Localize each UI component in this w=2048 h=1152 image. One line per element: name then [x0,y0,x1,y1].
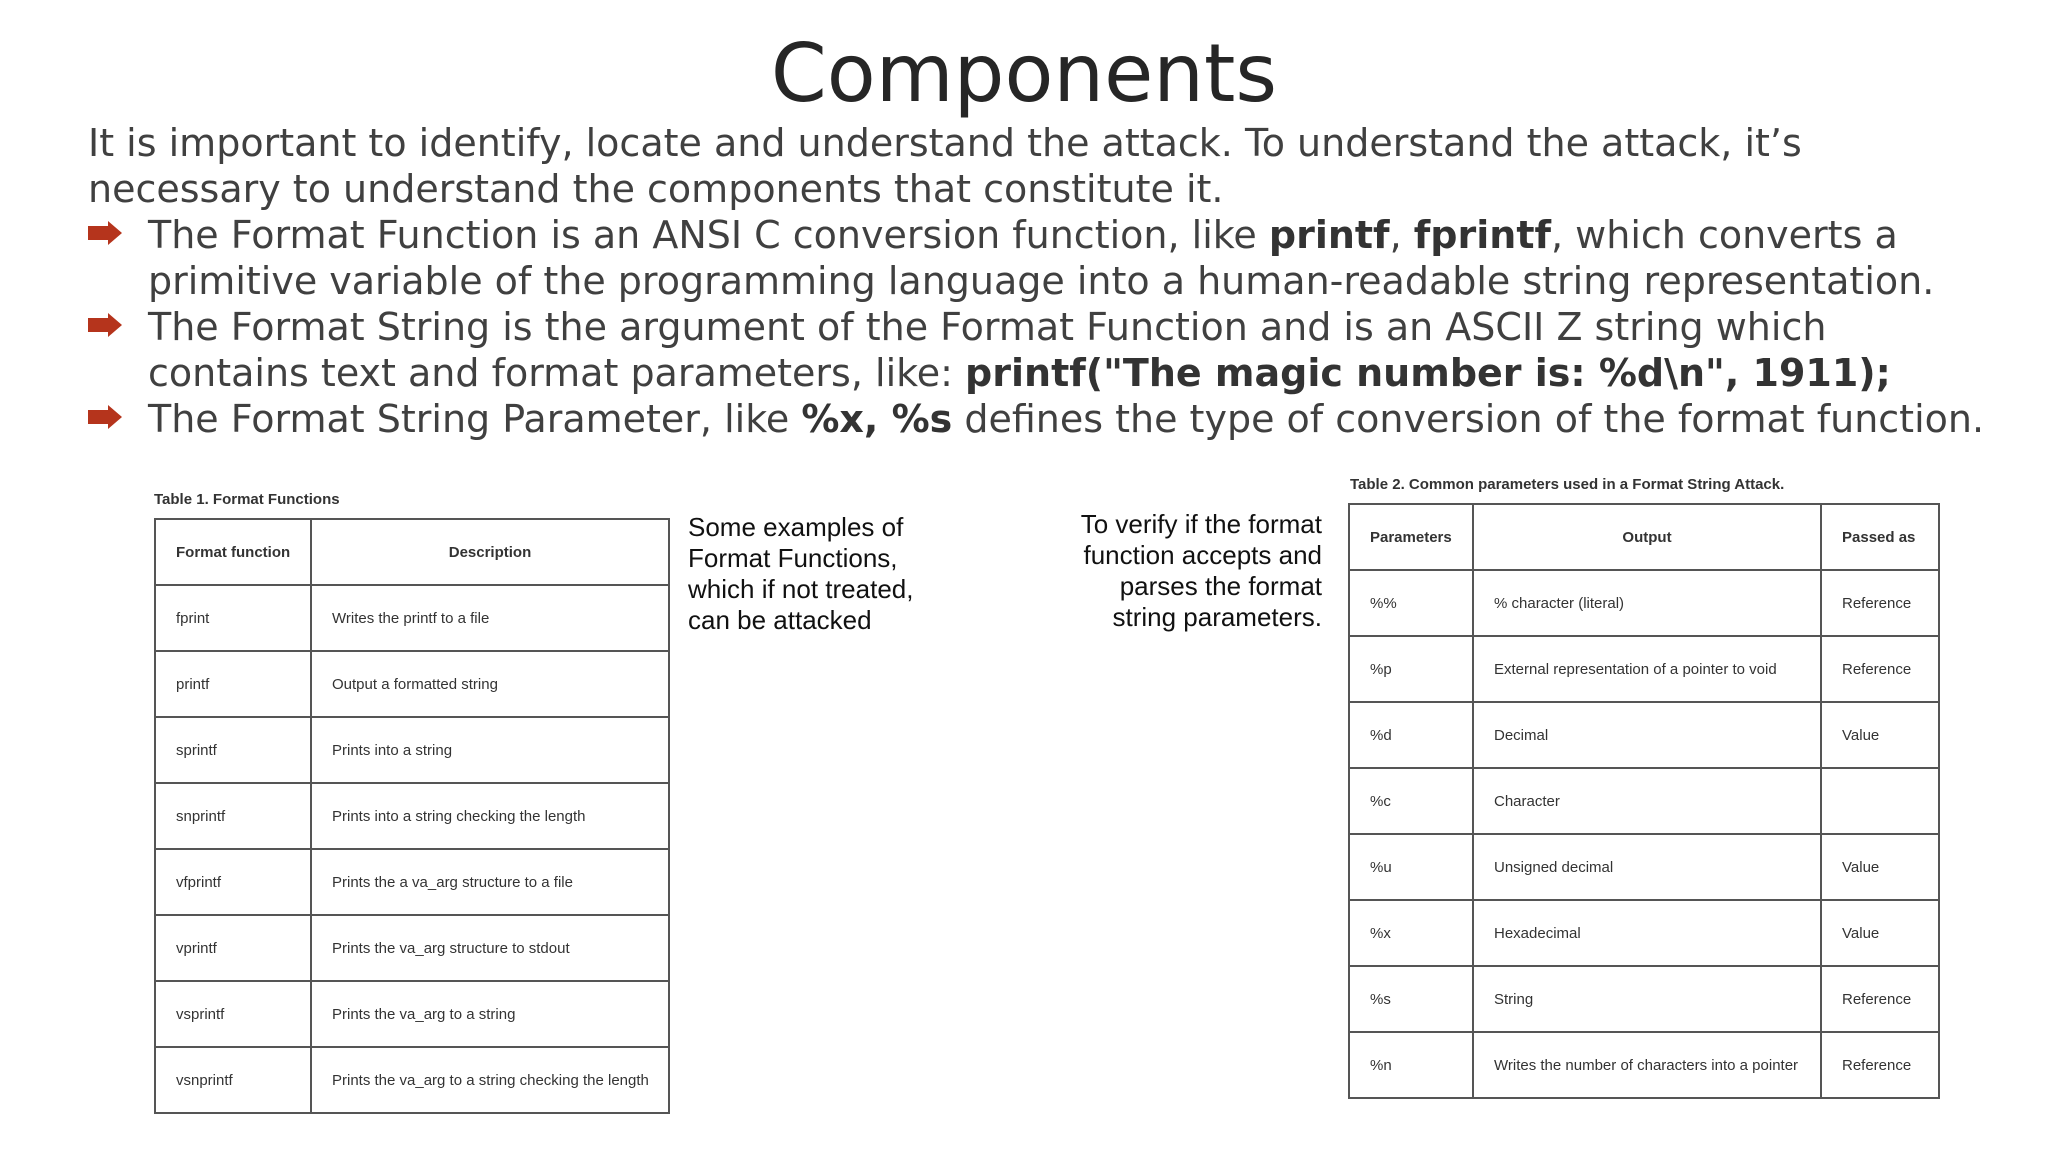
note-line: Some examples of [688,512,904,542]
bullet-text: The Format String Parameter, like [148,397,802,441]
cell-output: String [1473,966,1821,1032]
table-row [155,1047,669,1113]
arrow-bullet-icon [88,313,122,337]
cell-description: Prints the va_arg to a string [311,981,669,1047]
table-row [155,849,669,915]
cell-function: printf [155,651,311,717]
cell-function: vsnprintf [155,1047,311,1113]
header-format-function: Format function [155,519,311,585]
cell-description: Prints the va_arg to a string checking the length [311,1047,669,1113]
table-row [1349,834,1939,900]
cell-passed-as: Reference [1821,1032,1939,1098]
cell-function: vsprintf [155,981,311,1047]
note-examples [688,512,988,636]
cell-output: % character (literal) [1473,570,1821,636]
bullet-text: The Format String is the argument of the Format Function and is an ASCII Z string which contains text and format parameters, like: [148,305,1827,395]
note-line: parses the format [1119,571,1322,601]
header-passed-as: Passed as [1821,504,1939,570]
note-line: string parameters. [1112,602,1322,632]
table-row [155,717,669,783]
table-row [155,585,669,651]
bullet-item-format-string [88,304,1988,396]
note-line: Format Functions, [688,543,898,573]
cell-passed-as: Value [1821,834,1939,900]
bullet-list [88,212,1988,442]
table-row [1349,900,1939,966]
table-header-row [1349,504,1939,570]
cell-description: Output a formatted string [311,651,669,717]
cell-passed-as: Value [1821,702,1939,768]
cell-description: Writes the printf to a file [311,585,669,651]
cell-parameter: %s [1349,966,1473,1032]
table-row [1349,1032,1939,1098]
cell-passed-as [1821,768,1939,834]
cell-passed-as: Reference [1821,570,1939,636]
cell-output: Decimal [1473,702,1821,768]
cell-parameter: %n [1349,1032,1473,1098]
cell-passed-as: Reference [1821,636,1939,702]
cell-description: Prints the va_arg structure to stdout [311,915,669,981]
bullet-item-format-string-parameter [88,396,1988,442]
table-row [155,915,669,981]
table-row [155,783,669,849]
table-row [155,981,669,1047]
table-row [1349,966,1939,1032]
bullet-text: The Format Function is an ANSI C conversion function, like [148,213,1269,257]
table1-caption: Table 1. Format Functions [154,491,340,508]
cell-function: vprintf [155,915,311,981]
cell-output: Writes the number of characters into a pointer [1473,1032,1821,1098]
cell-parameter: %p [1349,636,1473,702]
cell-output: External representation of a pointer to void [1473,636,1821,702]
table-row [1349,702,1939,768]
bullet-item-format-function [88,212,1988,304]
cell-parameter: %x [1349,900,1473,966]
bullet-bold: printf("The magic number is: %d\n", 1911); [965,351,1891,395]
table-row [1349,768,1939,834]
bullet-text: defines the type of conversion of the format function. [952,397,1985,441]
bullet-bold: %x, %s [801,397,953,441]
cell-parameter: %% [1349,570,1473,636]
header-description: Description [311,519,669,585]
table2-caption: Table 2. Common parameters used in a Format String Attack. [1350,476,1785,493]
cell-function: snprintf [155,783,311,849]
intro-paragraph: It is important to identify, locate and understand the attack. To understand the attack, it’s necessary to understand the components that constitute it. [88,121,1802,211]
table-header-row [155,519,669,585]
cell-function: sprintf [155,717,311,783]
cell-output: Character [1473,768,1821,834]
table-row [1349,636,1939,702]
table-row [1349,570,1939,636]
cell-function: vfprintf [155,849,311,915]
cell-output: Hexadecimal [1473,900,1821,966]
cell-function: fprint [155,585,311,651]
cell-passed-as: Value [1821,900,1939,966]
cell-parameter: %u [1349,834,1473,900]
cell-parameter: %c [1349,768,1473,834]
note-verify [1040,509,1322,633]
slide-title: Components [770,27,1278,120]
cell-parameter: %d [1349,702,1473,768]
bullet-bold: printf [1268,213,1390,257]
arrow-bullet-icon [88,405,122,429]
note-line: function accepts and [1083,540,1322,570]
bullet-text: , which converts a primitive variable of the programming language into a human-readable string representation. [148,213,1935,303]
cell-description: Prints into a string [311,717,669,783]
header-output: Output [1473,504,1821,570]
note-line: To verify if the format [1080,509,1322,539]
arrow-bullet-icon [88,221,122,245]
table-row [155,651,669,717]
note-line: which if not treated, [688,574,914,604]
note-line: can be attacked [688,605,872,635]
format-functions-table [154,518,670,1114]
cell-passed-as: Reference [1821,966,1939,1032]
bullet-text: , [1389,213,1414,257]
format-parameters-table [1348,503,1940,1099]
header-parameters: Parameters [1349,504,1473,570]
cell-output: Unsigned decimal [1473,834,1821,900]
cell-description: Prints the a va_arg structure to a file [311,849,669,915]
bullet-bold: fprintf [1413,213,1552,257]
cell-description: Prints into a string checking the length [311,783,669,849]
